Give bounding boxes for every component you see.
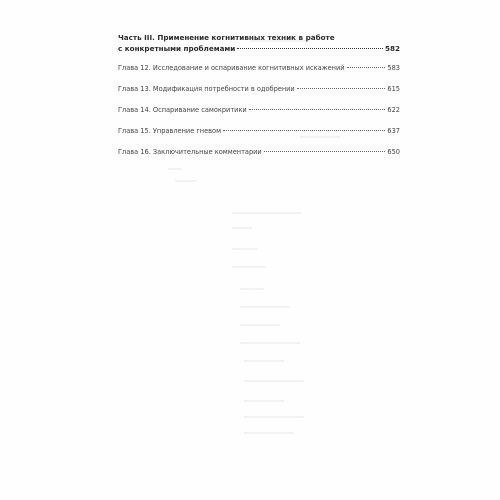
chapter-title: Глава 15. Управление гневом: [118, 127, 222, 135]
part-heading: [118, 32, 400, 54]
dot-leader: [297, 88, 386, 89]
toc-entry-chapter-12: [118, 63, 400, 73]
dot-leader: [264, 151, 386, 152]
bleed-through-mark: [244, 416, 304, 418]
part-title-line-1: Часть III. Применение когнитивных техник в работе: [118, 33, 335, 42]
bleed-through-mark: [232, 248, 258, 250]
bleed-through-mark: [244, 360, 284, 362]
toc-entry-chapter-16: [118, 147, 400, 157]
part-page-number: 582: [384, 44, 400, 53]
dot-leader: [223, 130, 385, 131]
part-title-line-2: с конкретными проблемами: [118, 44, 236, 53]
bleed-through-mark: [232, 212, 302, 214]
chapter-title: Глава 13. Модификация потребности в одобрении: [118, 85, 295, 93]
chapter-page-number: 637: [387, 127, 400, 135]
bleed-through-mark: [232, 227, 252, 229]
bleed-through-mark: [232, 266, 266, 268]
bleed-through-mark: [175, 180, 197, 182]
dot-leader: [237, 48, 383, 49]
chapter-page-number: 583: [387, 64, 400, 72]
dot-leader: [249, 109, 386, 110]
chapter-title: Глава 16. Заключительные комментарии: [118, 148, 262, 156]
chapter-page-number: 615: [387, 85, 400, 93]
toc-entry-chapter-14: [118, 105, 400, 115]
bleed-through-mark: [244, 380, 304, 382]
toc-entry-chapter-13: [118, 84, 400, 94]
chapter-page-number: 622: [387, 106, 400, 114]
part-title-line-2-row: [118, 43, 400, 54]
table-of-contents: [118, 32, 400, 157]
bleed-through-mark: [244, 432, 294, 434]
chapter-title: Глава 14. Оспаривание самокритики: [118, 106, 247, 114]
chapter-page-number: 650: [387, 148, 400, 156]
bleed-through-mark: [240, 288, 264, 290]
bleed-through-mark: [240, 306, 290, 308]
dot-leader: [347, 67, 386, 68]
bleed-through-mark: [244, 400, 284, 402]
chapter-title: Глава 12. Исследование и оспаривание когнитивных искажений: [118, 64, 345, 72]
toc-entry-chapter-15: [118, 126, 400, 136]
bleed-through-mark: [240, 324, 280, 326]
bleed-through-mark: [240, 342, 300, 344]
bleed-through-mark: [168, 168, 182, 170]
